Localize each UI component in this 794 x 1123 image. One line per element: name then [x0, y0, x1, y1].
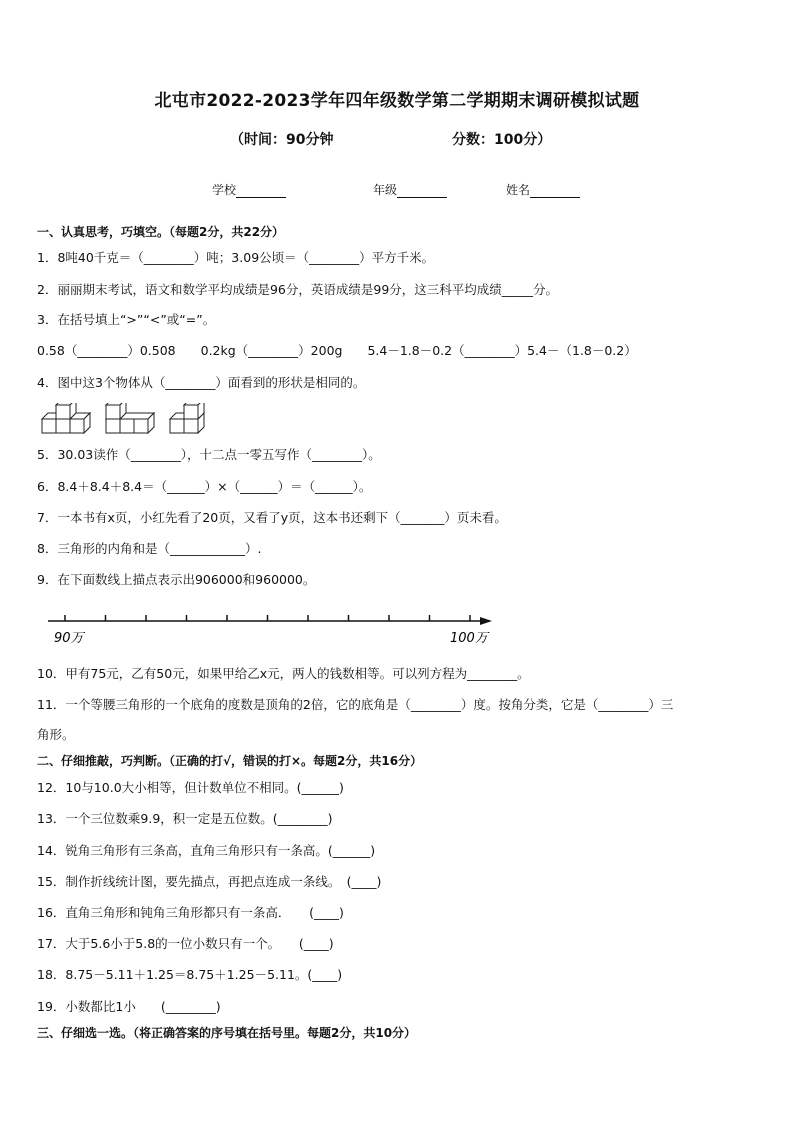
- question-6: 6．8.4＋8.4＋8.4＝（______）×（______）＝（______）。: [37, 479, 372, 494]
- number-line-right-label: 100万: [450, 631, 488, 646]
- question-13: 13．一个三位数乘9.9，积一定是五位数。(________): [37, 811, 333, 826]
- exam-info: [0, 129, 794, 151]
- number-line-arrow: [480, 617, 492, 625]
- school-label: 学校: [212, 183, 237, 197]
- question-3-items: 0.58（________）0.508 0.2kg（________）200g 5.4－1.8－0.2（________）5.4－（1.8－0.2）: [37, 343, 637, 358]
- cube-figures: [40, 403, 210, 437]
- cube-figure-1: [42, 403, 90, 433]
- school-blank[interactable]: [236, 184, 286, 198]
- name-label: 姓名: [506, 183, 531, 197]
- question-15: 15．制作折线统计图，要先描点，再把点连成一条线。 (____): [37, 874, 382, 889]
- question-2: 2．丽丽期末考试，语文和数学平均成绩是96分，英语成绩是99分，这三科平均成绩_____分。: [37, 282, 559, 297]
- question-10: 10．甲有75元，乙有50元，如果甲给乙x元，两人的钱数相等。可以列方程为________。: [37, 666, 530, 681]
- question-5: 5．30.03读作（________），十二点一零五写作（________）。: [37, 447, 381, 462]
- question-16: 16．直角三角形和钝角三角形都只有一条高． (____): [37, 905, 344, 920]
- question-14: 14．锐角三角形有三条高，直角三角形只有一条高。(______): [37, 843, 376, 858]
- cube-figure-3: [170, 403, 204, 433]
- grade-label: 年级: [373, 183, 398, 197]
- cube-figure-2: [106, 403, 154, 433]
- number-line-left-label: 90万: [54, 631, 84, 646]
- question-7: 7．一本书有x页，小红先看了20页，又看了y页，这本书还剩下（_______）页未看。: [37, 510, 507, 525]
- question-11-cont: 角形。: [37, 727, 75, 742]
- section-2-heading: 二、仔细推敲，巧判断。（正确的打√，错误的打×。每题2分，共16分）: [37, 754, 423, 768]
- section-3-heading: 三、仔细选一选。（将正确答案的序号填在括号里。每题2分，共10分）: [37, 1026, 417, 1040]
- number-line: [40, 606, 500, 648]
- question-1: 1．8吨40千克＝（________）吨；3.09公顷＝（________）平方千米。: [37, 250, 435, 265]
- question-17: 17．大于5.6小于5.8的一位小数只有一个。 (____): [37, 936, 334, 951]
- question-8: 8．三角形的内角和是（____________）.: [37, 541, 262, 556]
- question-18: 18．8.75－5.11＋1.25＝8.75＋1.25－5.11。(____): [37, 967, 343, 982]
- question-19: 19．小数都比1小 (________): [37, 999, 221, 1014]
- section-1-heading: 一、认真思考，巧填空。（每题2分，共22分）: [37, 225, 285, 239]
- question-3: 3．在括号填上“>”“<”或“=”。: [37, 312, 216, 327]
- question-12: 12．10与10.0大小相等，但计数单位不相同。(______): [37, 780, 344, 795]
- exam-score: 分数：100分）: [452, 132, 552, 148]
- question-9: 9．在下面数线上描点表示出906000和960000。: [37, 572, 316, 587]
- question-4: 4．图中这3个物体从（________）面看到的形状是相同的。: [37, 375, 366, 390]
- name-blank[interactable]: [530, 184, 580, 198]
- exam-time: （时间：90分钟: [230, 132, 334, 148]
- question-11: 11．一个等腰三角形的一个底角的度数是顶角的2倍，它的底角是（________）度。按角分类，它是（________）三: [37, 697, 674, 712]
- grade-blank[interactable]: [397, 184, 447, 198]
- page-title: 北屯市2022-2023学年四年级数学第二学期期末调研模拟试题: [154, 91, 640, 111]
